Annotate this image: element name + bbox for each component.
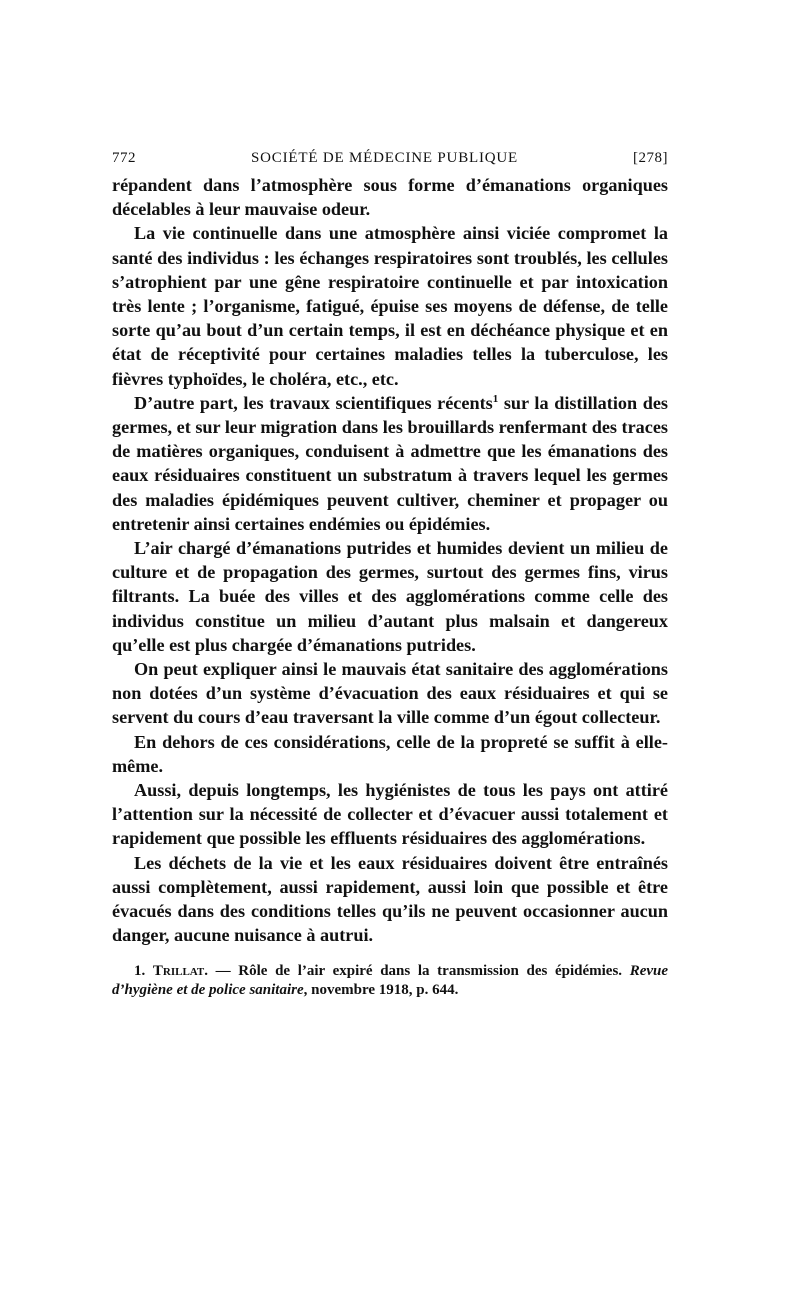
paragraph-text: D’autre part, les travaux scientifiques récents	[134, 392, 493, 413]
footnote-number: 1.	[134, 962, 146, 979]
paragraph: Les déchets de la vie et les eaux résiduaires doivent être entraînés aussi complètement, aussi rapidement, aussi loin que possible et être évacués dans des conditions telles qu’ils ne peuvent occasionner aucun danger, aucune nuisance à autrui.	[112, 852, 668, 946]
footnote-citation: , novembre 1918, p. 644.	[303, 981, 459, 998]
document-page	[112, 150, 668, 1000]
footnote-journal: Revue d’hygiène et de police sanitaire	[112, 962, 669, 998]
running-title: SOCIÉTÉ DE MÉDECINE PUBLIQUE	[251, 150, 518, 166]
paragraph: La vie continuelle dans une atmosphère ainsi viciée compromet la santé des individus : les échanges respiratoires sont troublés, les cellules s’atrophient par une gêne respiratoire continuelle et par intoxication très lente ; l’organisme, fatigué, épuise ses moyens de défense, de telle sorte qu’au bout d’un certain temps, il est en déchéance physique et en état de réceptivité pour certaines maladies telles la tuberculose, les fièvres typhoïdes, le choléra, etc., etc.	[112, 223, 668, 389]
page-number: 772	[112, 150, 136, 166]
footnote-text: — Rôle de l’air expiré dans la transmission des épidémies.	[208, 962, 623, 979]
section-number: [278]	[633, 150, 668, 166]
paragraph: On peut expliquer ainsi le mauvais état sanitaire des agglomérations non dotées d’un système d’évacuation des eaux résiduaires et qui se servent du cours d’eau traversant la ville comme d’un égout collecteur.	[112, 659, 668, 728]
paragraph: Aussi, depuis longtemps, les hygiénistes de tous les pays ont attiré l’attention sur la nécessité de collecter et d’évacuer aussi totalement et rapidement que possible les effluents résiduaires des agglomérations.	[112, 780, 668, 849]
paragraph: L’air chargé d’émanations putrides et humides devient un milieu de culture et de propagation des germes, surtout des germes fins, virus filtrants. La buée des villes et des agglomérations comme celle des individus constitue un milieu d’autant plus malsain et dangereux qu’elle est plus chargée d’émanations putrides.	[112, 538, 668, 655]
paragraph: répandent dans l’atmosphère sous forme d’émanations organiques décelables à leur mauvaise odeur.	[112, 175, 668, 220]
paragraph: En dehors de ces considérations, celle de la propreté se suffit à elle-même.	[112, 731, 668, 776]
running-head	[112, 150, 668, 167]
footnote-author: Trillat.	[152, 962, 209, 979]
footnote-reference: 1	[492, 392, 499, 405]
paragraph-text: sur la distillation des germes, et sur leur migration dans les brouillards renfermant des traces de matières organiques, conduisent à admettre que les émanations des eaux résiduaires constituent un substratum à travers lequel les germes des maladies épidémiques peuvent cultiver, cheminer et propager ou entretenir ainsi certaines endémies ou épidémies.	[112, 392, 668, 534]
body-text	[112, 173, 668, 948]
footnote	[112, 962, 668, 1000]
paragraph	[112, 391, 668, 536]
